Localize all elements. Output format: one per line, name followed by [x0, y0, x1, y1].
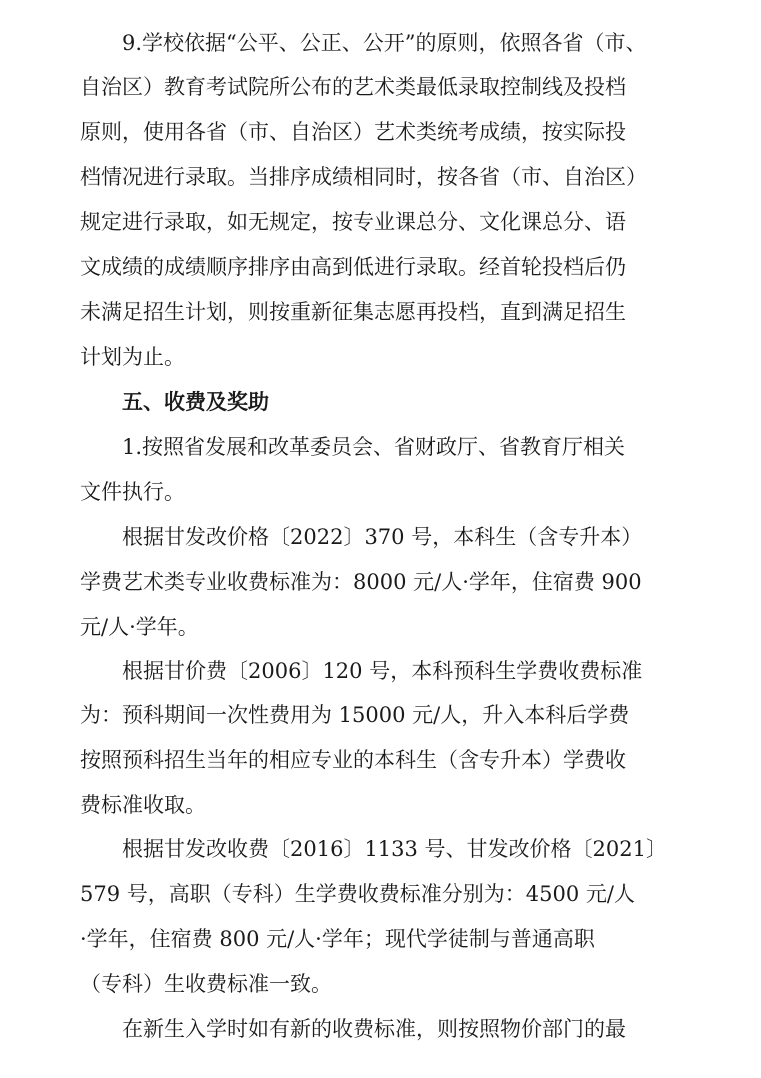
- para-c-line-2: 579 号，高职（专科）生学费收费标准分别为：4500 元/人: [80, 882, 635, 906]
- item-1-line-2: 文件执行。: [80, 480, 185, 504]
- paragraph-9-line-6: 文成绩的成绩顺序排序由高到低进行录取。经首轮投档后仍: [80, 255, 626, 279]
- para-d-line-1: 在新生入学时如有新的收费标准，则按照物价部门的最: [122, 1017, 626, 1041]
- para-b-line-4: 费标准收取。: [80, 793, 206, 817]
- paragraph-9-line-4: 档情况进行录取。当排序成绩相同时，按各省（市、自治区）: [80, 165, 647, 189]
- para-b-line-1: 根据甘价费〔2006〕120 号，本科预科生学费收费标准: [122, 659, 643, 683]
- para-b-line-2: 为：预科期间一次性费用为 15000 元/人，升入本科后学费: [80, 703, 630, 727]
- paragraph-9-line-8: 计划为止。: [80, 345, 185, 369]
- paragraph-9-line-5: 规定进行录取，如无规定，按专业课总分、文化课总分、语: [80, 210, 626, 234]
- para-a-line-2: 学费艺术类专业收费标准为：8000 元/人·学年，住宿费 900: [80, 570, 642, 594]
- para-a-line-1: 根据甘发改价格〔2022〕370 号，本科生（含专升本）: [122, 525, 643, 549]
- para-b-line-3: 按照预科招生当年的相应专业的本科生（含专升本）学费收: [80, 748, 626, 772]
- paragraph-9-line-1: 9.学校依据“公平、公正、公开”的原则，依照各省（市、: [122, 31, 647, 55]
- para-a-line-3: 元/人·学年。: [80, 615, 199, 639]
- para-c-line-1: 根据甘发改收费〔2016〕1133 号、甘发改价格〔2021〕: [122, 837, 667, 861]
- paragraph-9-line-7: 未满足招生计划，则按重新征集志愿再投档，直到满足招生: [80, 300, 626, 324]
- paragraph-9-line-3: 原则，使用各省（市、自治区）艺术类统考成绩，按实际投: [80, 120, 626, 144]
- section-heading-fees: 五、收费及奖助: [122, 390, 269, 414]
- para-c-line-4: （专科）生收费标准一致。: [80, 972, 332, 996]
- paragraph-9-line-2: 自治区）教育考试院所公布的艺术类最低录取控制线及投档: [80, 75, 626, 99]
- item-1-line-1: 1.按照省发展和改革委员会、省财政厅、省教育厅相关: [122, 435, 626, 459]
- para-c-line-3: ·学年，住宿费 800 元/人·学年；现代学徒制与普通高职: [80, 927, 595, 951]
